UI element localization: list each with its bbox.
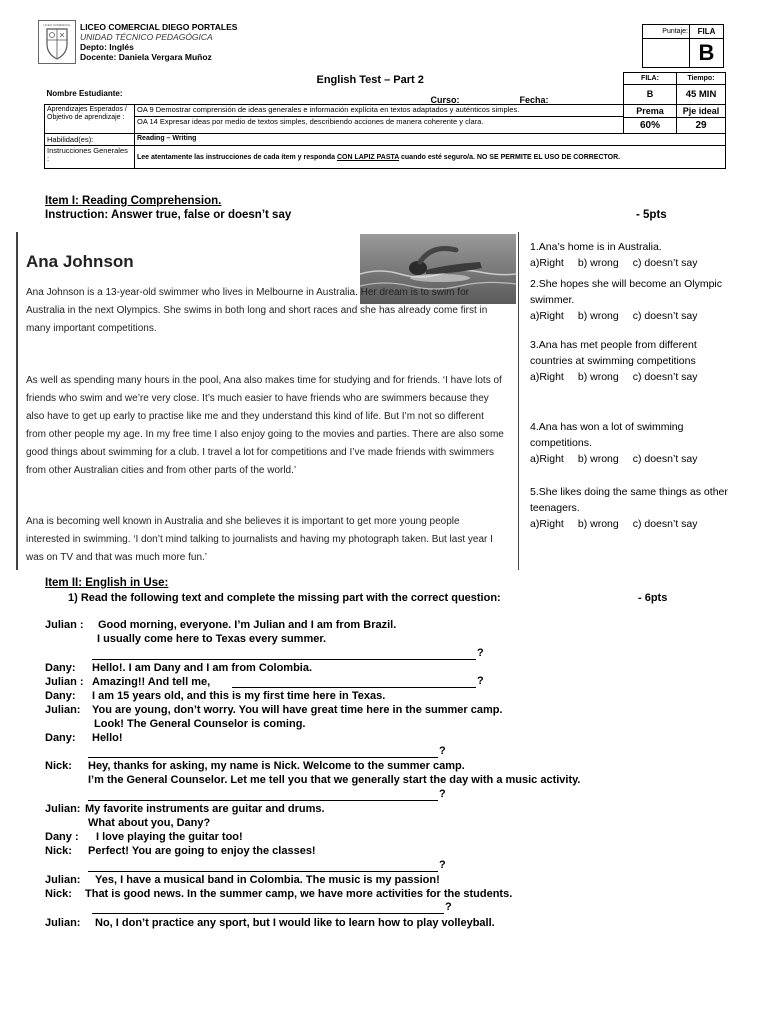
item1-title: Item I: Reading Comprehension. (45, 195, 222, 207)
answer-options (530, 255, 740, 271)
tiempo-col-value: 45 MIN (685, 89, 717, 100)
item1-instruction: Instruction: Answer true, false or doesn’t say (45, 209, 292, 221)
dialogue-line (45, 844, 316, 858)
question-3 (530, 337, 740, 385)
option-wrong[interactable]: b) wrong (577, 518, 619, 530)
question-5 (530, 484, 740, 532)
answer-options (530, 369, 740, 385)
line-text: That is good news. In the summer camp, we have more activities for the students. (85, 888, 513, 900)
option-wrong[interactable]: b) wrong (577, 371, 619, 383)
habilidad-label: Habilidad(es): (45, 134, 135, 146)
answer-options (530, 451, 740, 467)
objectives-cell (135, 105, 624, 134)
fila-col-label: FILA: (624, 73, 676, 85)
tiempo-cell (677, 73, 726, 105)
dialogue-line (45, 802, 325, 816)
option-doesnt-say[interactable]: c) doesn’t say (632, 257, 698, 269)
puntaje-label: Puntaje: (643, 25, 690, 39)
school-crest-logo (38, 20, 76, 64)
question-mark: ? (439, 859, 446, 871)
dialogue-line (45, 731, 123, 745)
dialogue-line (45, 873, 440, 887)
line-text: I love playing the guitar too! (96, 831, 243, 843)
line-text: You are young, don’t worry. You will have great time here in the summer camp. (92, 704, 503, 716)
line-text: My favorite instruments are guitar and drums. (85, 803, 325, 815)
question-mark: ? (439, 788, 446, 800)
dialogue-line (45, 830, 243, 844)
oa14-text: OA 14 Expresar ideas por medio de textos simples, describiendo acciones de manera coherente y clara. (137, 116, 484, 126)
test-title: English Test – Part 2 (316, 73, 424, 86)
option-doesnt-say[interactable]: c) doesn’t say (632, 518, 698, 530)
question-text: 5.She likes doing the same things as other teenagers. (530, 486, 728, 514)
question-4 (530, 419, 740, 467)
score-field[interactable] (643, 39, 690, 68)
student-name-label: Nombre Estudiante: (46, 88, 123, 98)
fila-col-value: B (646, 89, 654, 99)
dialogue-line (45, 887, 512, 901)
teacher: Docente: Daniela Vergara Muñoz (80, 52, 212, 62)
speaker: Julian: (45, 917, 81, 929)
question-mark: ? (439, 745, 446, 757)
curso-label: Curso: (430, 94, 460, 105)
question-mark: ? (477, 647, 484, 659)
unit-name: UNIDAD TÉCNICO PEDAGÓGICA (80, 32, 213, 42)
speaker: Dany: (45, 662, 76, 674)
question-text: 1.Ana’s home is in Australia. (530, 241, 662, 253)
option-doesnt-say[interactable]: c) doesn’t say (632, 310, 698, 322)
fecha-label: Fecha: (519, 94, 549, 105)
line-text: Hello! (92, 732, 123, 744)
article-paragraph-1: Ana Johnson is a 13-year-old swimmer who lives in Melbourne in Australia. Her dream is to swim for Australia in the next Olympics. She swims in both long and short races and she has already come first in many important competitions. (26, 287, 488, 334)
school-name: LICEO COMERCIAL DIEGO PORTALES (80, 22, 238, 32)
item2-points: - 6pts (638, 592, 668, 604)
question-1 (530, 239, 740, 271)
speaker: Julian : (45, 676, 84, 688)
article-paragraph-2: As well as spending many hours in the pool, Ana also makes time for studying and for friends. ‘I have lots of friends who swim and we’re very close. It’s much easier to have friends who are swimmers because they also have to get up early to practise like me and they understand this kind of life. But I’m not so different from other people my age. In my free time I also enjoy going to the movies and parties. There are also some good things about swimming for a club. I travel a lot for competitions and I’ve made friends with swimmers from other Australian cities and from other parts of the world.’ (26, 375, 504, 476)
answer-options (530, 516, 740, 532)
answer-blank[interactable] (88, 757, 438, 758)
answer-options (530, 308, 740, 324)
dialogue-line (45, 675, 210, 689)
item2-instruction: 1) Read the following text and complete the missing part with the correct question: (68, 592, 501, 604)
option-right[interactable]: a)Right (530, 453, 564, 465)
dialogue-line (94, 717, 305, 731)
answer-blank[interactable] (88, 871, 438, 872)
speaker: Dany: (45, 732, 76, 744)
line-text: I’m the General Counselor. Let me tell you that we generally start the day with a music activity. (88, 774, 581, 786)
fila-label: FILA (689, 25, 723, 39)
article-paragraph-3: Ana is becoming well known in Australia and she believes it is important to get more young people interested in swimming. ‘I don’t mind talking to journalists and having my photograph taken. But last year I was on TV and that was much more fun.’ (26, 516, 493, 563)
score-box (642, 24, 724, 64)
dialogue-line (88, 816, 210, 830)
dialogue-line (45, 618, 396, 632)
speaker: Dany : (45, 831, 79, 843)
option-right[interactable]: a)Right (530, 257, 564, 269)
instr-pre: Lee atentamente las instrucciones de cada ítem y responda (137, 153, 337, 161)
tiempo-col-label: Tiempo: (677, 73, 725, 85)
question-text: 2.She hopes she will become an Olympic swimmer. (530, 278, 723, 306)
oa9-text: OA 9 Demostrar comprensión de ideas generales e información explícita en textos adaptados y auténticos simples. (135, 105, 623, 117)
item1-points: - 5pts (636, 209, 667, 221)
dialogue-line (45, 759, 465, 773)
pje-value: 29 (695, 120, 707, 131)
option-doesnt-say[interactable]: c) doesn’t say (632, 371, 698, 383)
department: Depto: Inglés (80, 42, 134, 52)
aprendizajes-label: Aprendizajes Esperados / Objetivo de aprendizaje : (45, 105, 135, 134)
line-text: No, I don’t practice any sport, but I would like to learn how to play volleyball. (95, 917, 495, 929)
pje-cell (677, 105, 726, 134)
answer-blank[interactable] (92, 913, 444, 914)
answer-blank[interactable] (232, 687, 476, 688)
prema-cell (624, 105, 677, 134)
question-mark: ? (445, 901, 452, 913)
line-text: Look! The General Counselor is coming. (94, 718, 306, 730)
dialogue-line (45, 703, 503, 717)
dialogue-line (97, 632, 326, 646)
dialogue-line (88, 773, 581, 787)
test-info-table (44, 72, 726, 169)
option-right[interactable]: a)Right (530, 310, 564, 322)
line-text: Amazing!! And tell me, (92, 676, 211, 688)
instrucciones-label: Instrucciones Generales : (45, 146, 135, 169)
option-wrong[interactable]: b) wrong (577, 257, 619, 269)
speaker: Julian: (45, 874, 81, 886)
instr-underlined: CON LAPIZ PASTA (336, 153, 400, 161)
prema-label: Prema (624, 105, 676, 118)
speaker: Dany: (45, 690, 76, 702)
article-title: Ana Johnson (26, 252, 134, 271)
school-header (80, 22, 237, 62)
line-text: Yes, I have a musical band in Colombia. The music is my passion! (95, 874, 440, 886)
option-wrong[interactable]: b) wrong (577, 453, 619, 465)
option-right[interactable]: a)Right (530, 371, 564, 383)
line-text: I am 15 years old, and this is my first time here in Texas. (92, 690, 386, 702)
option-right[interactable]: a)Right (530, 518, 564, 530)
speaker: Julian : (45, 619, 84, 631)
dialogue-line (45, 916, 495, 930)
line-text: Perfect! You are going to enjoy the classes! (88, 845, 316, 857)
question-2 (530, 276, 740, 324)
speaker: Julian: (45, 803, 81, 815)
dialogue-line (45, 661, 312, 675)
line-text: Hey, thanks for asking, my name is Nick. Welcome to the summer camp. (88, 760, 465, 772)
speaker: Nick: (45, 888, 72, 900)
item2-title: Item II: English in Use: (45, 577, 169, 589)
habilidad-value: Reading – Writing (135, 134, 726, 146)
svg-text:LICEO COMERCIAL: LICEO COMERCIAL (43, 23, 71, 27)
answer-blank[interactable] (92, 659, 476, 660)
question-text: 4.Ana has won a lot of swimming competitions. (530, 421, 684, 449)
pje-label: Pje ideal (677, 105, 725, 118)
option-doesnt-say[interactable]: c) doesn’t say (632, 453, 698, 465)
speaker: Julian: (45, 704, 81, 716)
dialogue-line (45, 689, 385, 703)
line-text: Hello!. I am Dany and I am from Colombia. (92, 662, 313, 674)
line-text: What about you, Dany? (88, 817, 211, 829)
line-text: I usually come here to Texas every summer. (97, 633, 327, 645)
prema-value: 60% (639, 120, 660, 131)
answer-blank[interactable] (88, 800, 438, 801)
fila-value: B (689, 39, 723, 68)
speaker: Nick: (45, 760, 72, 772)
instr-post: cuando esté seguro/a. NO SE PERMITE EL USO DE CORRECTOR. (399, 153, 621, 161)
speaker: Nick: (45, 845, 72, 857)
line-text: Good morning, everyone. I’m Julian and I am from Brazil. (98, 619, 397, 631)
option-wrong[interactable]: b) wrong (577, 310, 619, 322)
fila-cell (624, 73, 677, 105)
instrucciones-value (135, 146, 726, 169)
question-mark: ? (477, 675, 484, 687)
question-text: 3.Ana has met people from different countries at swimming competitions (530, 339, 697, 367)
